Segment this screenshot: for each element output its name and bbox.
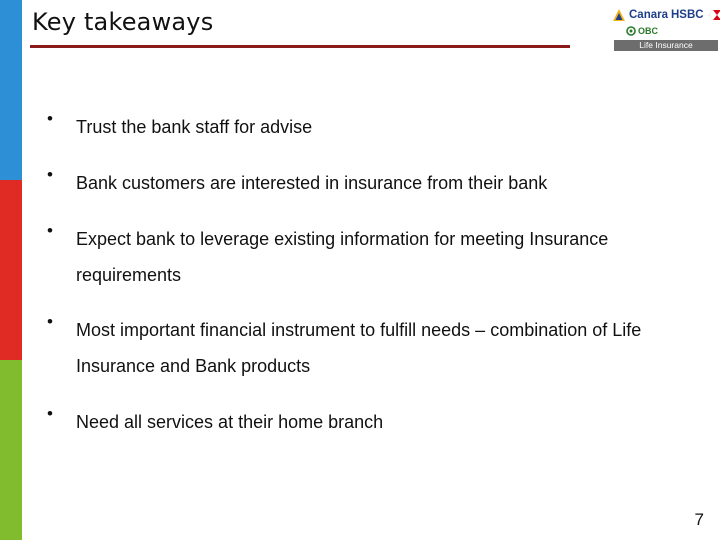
logo-brand-obc: OBC — [638, 26, 658, 36]
logo-brand-hsbc: HSBC — [671, 9, 704, 21]
bullet-text: Expect bank to leverage existing information for meeting Insurance requirements — [76, 229, 609, 285]
bullet-text: Most important financial instrument to fulfill needs – combination of Life Insurance and Bank products — [76, 320, 642, 376]
bullet-marker: • — [47, 109, 53, 128]
bullet-marker: • — [47, 404, 53, 423]
bullet-marker: • — [47, 165, 53, 184]
bullet-text: Need all services at their home branch — [76, 412, 384, 432]
page-number: 7 — [694, 510, 704, 529]
bullet-marker: • — [47, 312, 53, 331]
logo-life-insurance-bar: Life Insurance — [614, 40, 718, 51]
slide-title: Key takeaways — [32, 8, 214, 36]
bullet-marker: • — [47, 221, 53, 240]
logo-brand-canara: Canara — [629, 9, 668, 21]
bullet-text: Bank customers are interested in insurance from their bank — [76, 173, 548, 193]
bullet-text: Trust the bank staff for advise — [76, 117, 313, 137]
